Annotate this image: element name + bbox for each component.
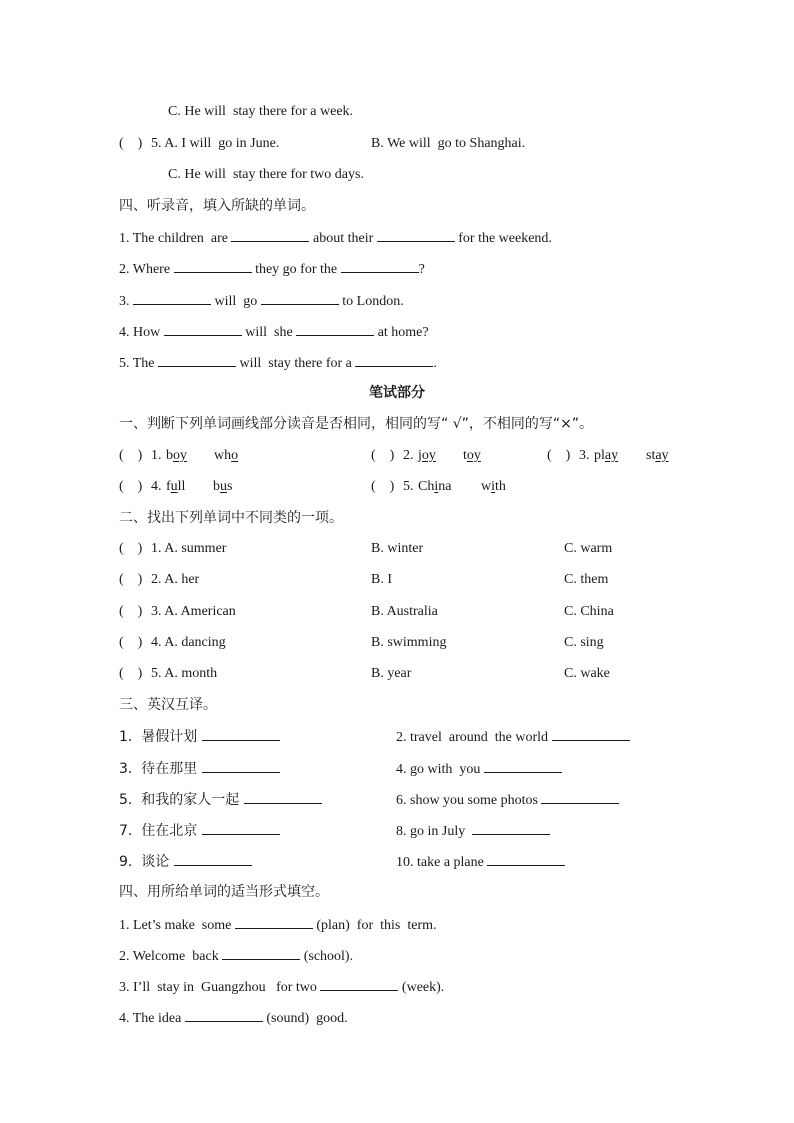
fill-line-2: 2. Where they go for the ? (119, 258, 425, 278)
answer-blank[interactable] (320, 976, 398, 991)
answer-blank[interactable] (296, 321, 374, 336)
answer-blank[interactable] (164, 321, 242, 336)
fill-line-5: 5. The will stay there for a . (119, 352, 437, 372)
translate-right: 10. take a plane (396, 851, 565, 873)
answer-paren[interactable]: ( ) (119, 604, 143, 619)
answer-blank[interactable] (202, 726, 280, 741)
answer-paren[interactable]: ( ) (547, 448, 571, 463)
translate-left: 7. 住在北京 (119, 820, 280, 842)
option-b: B. We will go to Shanghai. (371, 136, 526, 151)
word-form-row-1: 1. Let’s make some (plan) for this term. (119, 914, 437, 934)
word-boy: boy (166, 448, 187, 463)
answer-blank[interactable] (552, 726, 630, 741)
answer-blank[interactable] (174, 851, 252, 866)
answer-blank[interactable] (487, 851, 565, 866)
answer-paren[interactable]: ( ) (119, 541, 143, 556)
word-form-row-3: 3. I’ll stay in Guangzhou for two (week). (119, 976, 444, 996)
translate-right: 4. go with you (396, 758, 562, 780)
option-a: 5. A. I will go in June. (151, 136, 280, 151)
answer-paren[interactable]: ( ) (371, 448, 395, 463)
option-text: C. He will stay there for a week. (168, 104, 354, 119)
answer-blank[interactable] (244, 789, 322, 804)
answer-blank[interactable] (541, 789, 619, 804)
answer-blank[interactable] (202, 758, 280, 773)
listening-section4-title: 四、听录音，填入所缺的单词。 (119, 198, 315, 214)
section3-title: 三、英汉互译。 (119, 697, 217, 713)
answer-blank[interactable] (472, 820, 550, 835)
answer-blank[interactable] (222, 945, 300, 960)
word-full: full (166, 479, 186, 494)
section4-title: 四、用所给单词的适当形式填空。 (119, 884, 329, 900)
word-bus: bus (213, 479, 233, 494)
translate-left: 3. 待在那里 (119, 758, 280, 780)
answer-blank[interactable] (202, 820, 280, 835)
word-china: China (418, 479, 452, 494)
translate-left: 5. 和我的家人一起 (119, 789, 322, 811)
word-form-row-4: 4. The idea (sound) good. (119, 1007, 348, 1027)
answer-paren[interactable]: ( ) (119, 572, 143, 587)
word-who: who (214, 448, 239, 463)
answer-paren[interactable]: ( ) (119, 136, 143, 151)
answer-blank[interactable] (235, 914, 313, 929)
answer-blank[interactable] (185, 1007, 263, 1022)
answer-blank[interactable] (484, 758, 562, 773)
translate-left: 1. 暑假计划 (119, 726, 280, 748)
word-joy: joy (418, 448, 436, 463)
answer-paren[interactable]: ( ) (119, 666, 143, 681)
word-play: play (594, 448, 619, 463)
answer-paren[interactable]: ( ) (119, 479, 143, 494)
answer-paren[interactable]: ( ) (371, 479, 395, 494)
section1-title: 一、判断下列单词画线部分读音是否相同，相同的写“ √”，不相同的写“×”。 (119, 416, 594, 432)
option-c: C. He will stay there for two days. (168, 167, 364, 182)
answer-blank[interactable] (133, 290, 211, 305)
answer-blank[interactable] (174, 258, 252, 273)
answer-paren[interactable]: ( ) (119, 635, 143, 650)
answer-blank[interactable] (261, 290, 339, 305)
translate-right: 8. go in July (396, 820, 550, 842)
word-stay: stay (646, 448, 669, 463)
translate-left: 9. 谈论 (119, 851, 252, 873)
written-part-title: 笔试部分 (369, 385, 425, 401)
word-form-row-2: 2. Welcome back (school). (119, 945, 353, 965)
answer-blank[interactable] (158, 352, 236, 367)
translate-right: 6. show you some photos (396, 789, 619, 811)
answer-blank[interactable] (231, 227, 309, 242)
fill-line-3: 3. will go to London. (119, 290, 404, 310)
answer-blank[interactable] (341, 258, 419, 273)
fill-line-1: 1. The children are about their for the weekend. (119, 227, 552, 247)
answer-blank[interactable] (355, 352, 433, 367)
answer-paren[interactable]: ( ) (119, 448, 143, 463)
word-with: with (481, 479, 506, 494)
answer-blank[interactable] (377, 227, 455, 242)
fill-line-4: 4. How will she at home? (119, 321, 429, 341)
section2-title: 二、找出下列单词中不同类的一项。 (119, 510, 343, 526)
word-toy: toy (463, 448, 481, 463)
translate-right: 2. travel around the world (396, 726, 630, 748)
